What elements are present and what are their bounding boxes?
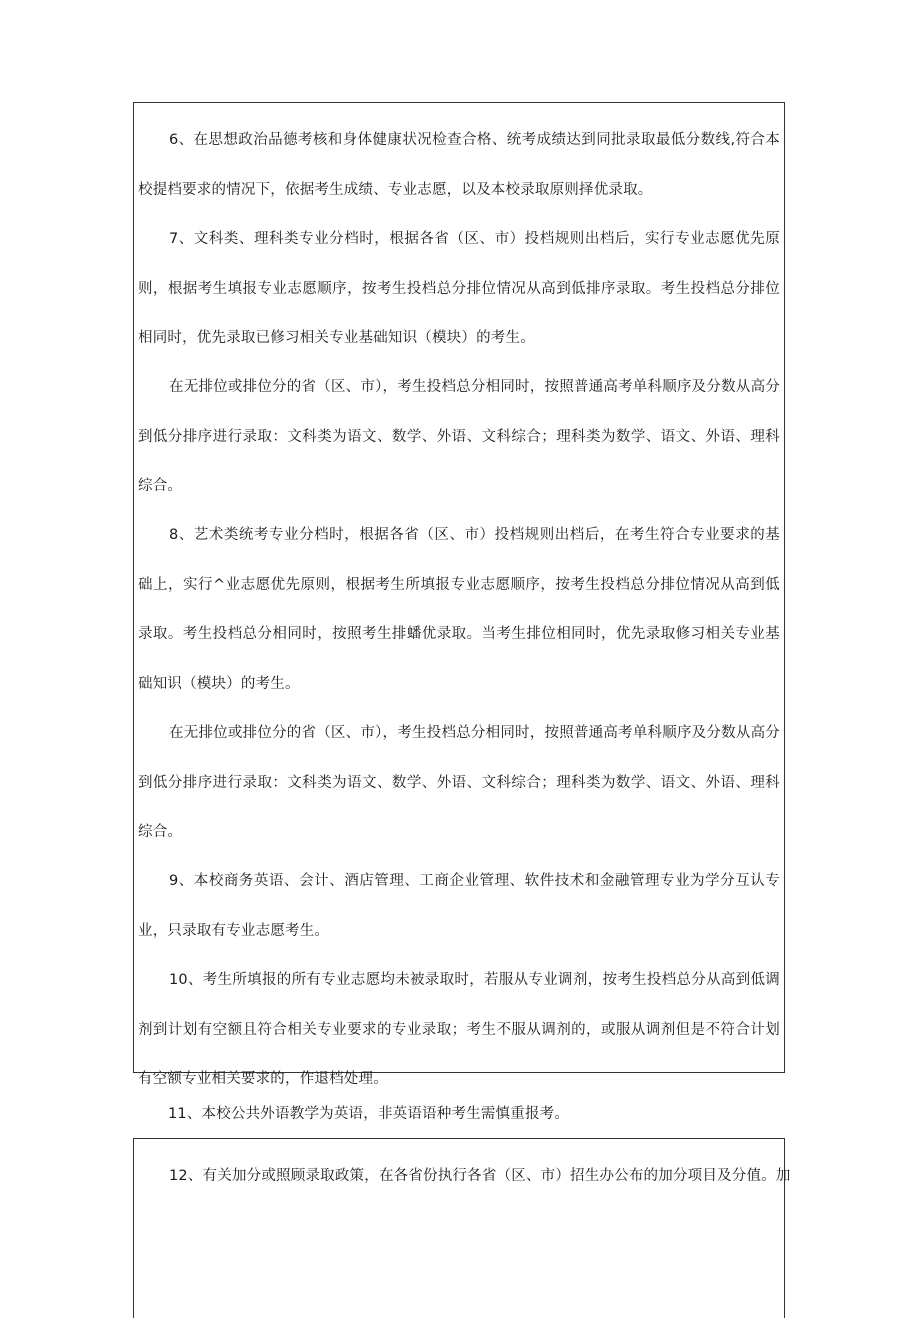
bordered-section-1 xyxy=(133,102,785,1087)
bordered-section-2 xyxy=(133,1138,791,1318)
paragraph-rule-6: 6、在思想政治品德考核和身体健康状况检查合格、统考成绩达到同批录取最低分数线,符合本校提档要求的情况下，依据考生成绩、专业志愿，以及本校录取原则择优录取。 xyxy=(138,132,780,198)
paragraph-rule-9: 9、本校商务英语、会计、酒店管理、工商企业管理、软件技术和金融管理专业为学分互认专业，只录取有专业志愿考生。 xyxy=(138,873,780,939)
paragraph-rule-10: 10、考生所填报的所有专业志愿均未被录取时，若服从专业调剂，按考生投档总分从高到低调剂到计划有空额且符合相关专业要求的专业录取；考生不服从调剂的，或服从调剂但是不符合计划有空额专业相关要求的，作退档处理。 xyxy=(138,972,780,1087)
paragraph-rule-7: 7、文科类、理科类专业分档时，根据各省（区、市）投档规则出档后，实行专业志愿优先原则，根据考生填报专业志愿顺序，按考生投档总分排位情况从高到低排序录取。考生投档总分排位相同时，优先录取已修习相关专业基础知识（模块）的考生。 xyxy=(138,231,780,346)
paragraph-rule-11: 11、本校公共外语教学为英语，非英语语种考生需慎重报考。 xyxy=(168,1106,570,1122)
paragraph-tie-break-1: 在无排位或排位分的省（区、市），考生投档总分相同时，按照普通高考单科顺序及分数从高分到低分排序进行录取：文科类为语文、数学、外语、文科综合；理科类为数学、语文、外语、理科综合。 xyxy=(138,379,780,494)
paragraph-rule-12: 12、有关加分或照顾录取政策，在各省份执行各省（区、市）招生办公布的加分项目及分值。加 xyxy=(169,1168,791,1184)
paragraph-rule-8: 8、艺术类统考专业分档时，根据各省（区、市）投档规则出档后，在考生符合专业要求的基础上，实行^业志愿优先原则，根据考生所填报专业志愿顺序，按考生投档总分排位情况从高到低录取。考生投档总分相同时，按照考生排蟠优录取。当考生排位相同时，优先录取修习相关专业基础知识（模块）的考生。 xyxy=(138,527,780,692)
paragraph-tie-break-2: 在无排位或排位分的省（区、市），考生投档总分相同时，按照普通高考单科顺序及分数从高分到低分排序进行录取：文科类为语文、数学、外语、文科综合；理科类为数学、语文、外语、理科综合。 xyxy=(138,725,780,840)
